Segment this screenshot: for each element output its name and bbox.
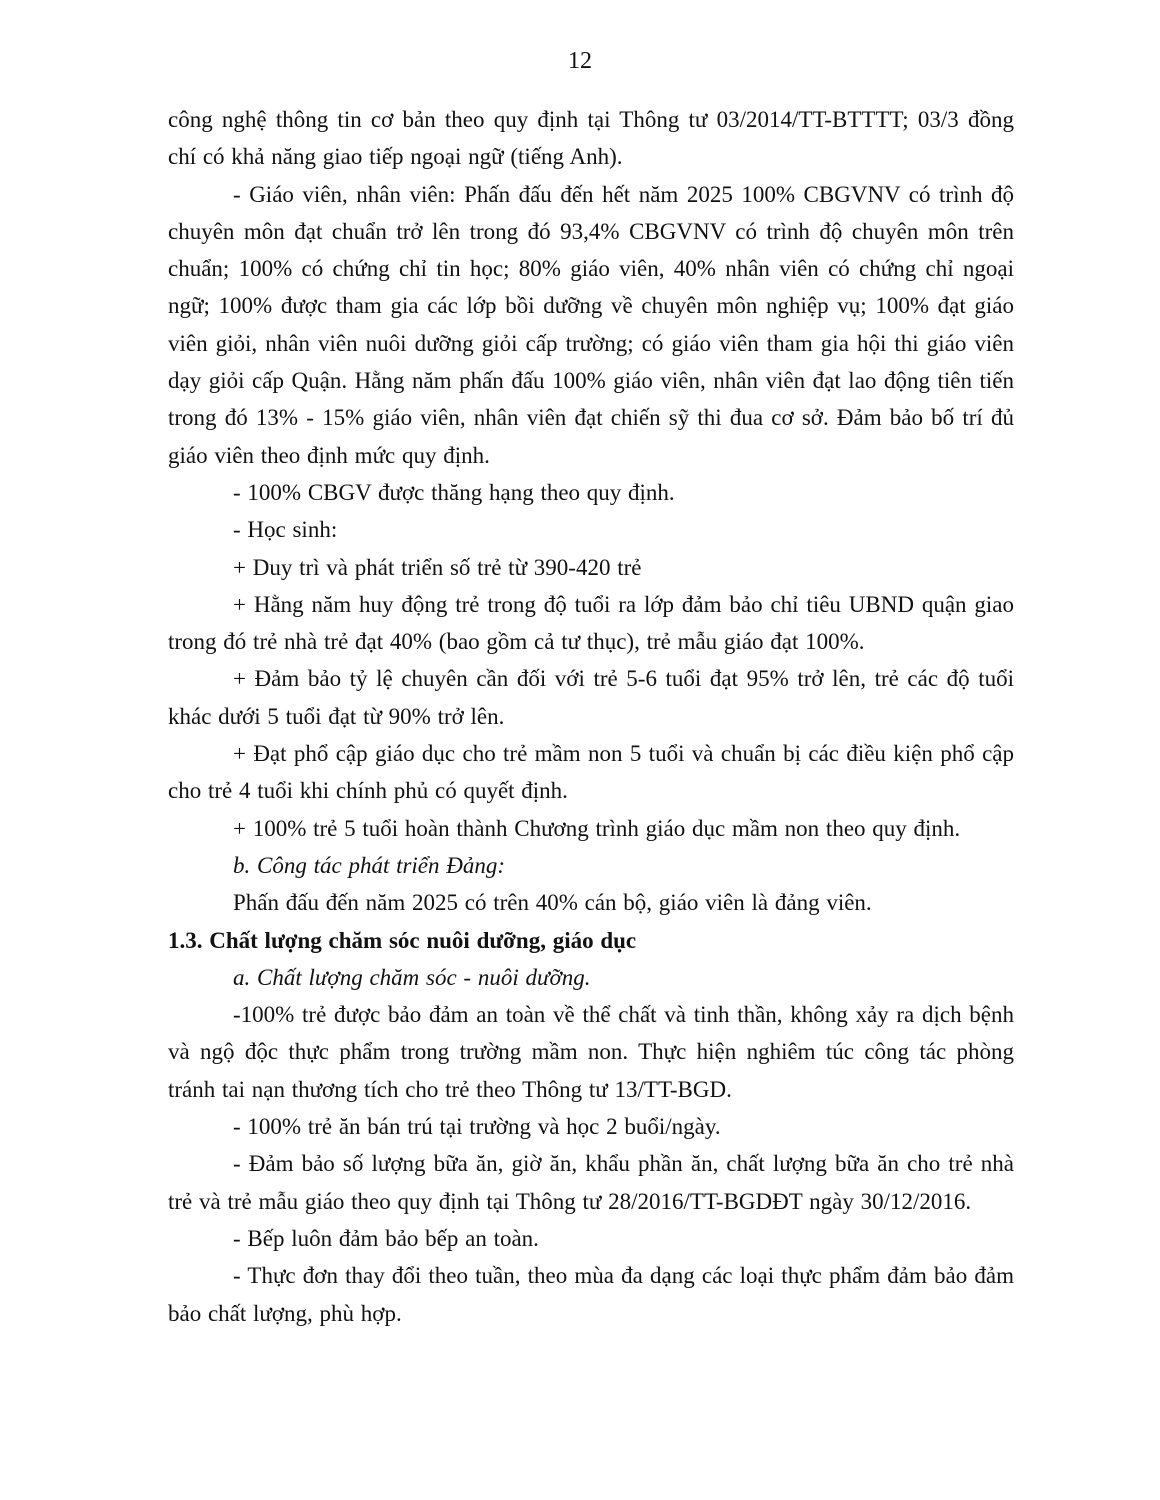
paragraph-party-target: Phấn đấu đến năm 2025 có trên 40% cán bộ, giáo viên là đảng viên.: [233, 890, 872, 916]
paragraph-meal-quality: - Đảm bảo số lượng bữa ăn, giờ ăn, khẩu phần ăn, chất lượng bữa ăn cho trẻ nhà trẻ và trẻ mẫu giáo theo quy định tại Thông tư 28/2016/TT-BGDĐT ngày 30/12/2016.: [168, 1151, 1014, 1214]
paragraph-continuation: công nghệ thông tin cơ bản theo quy định tại Thông tư 03/2014/TT-BTTTT; 03/3 đồng chí có khả năng giao tiếp ngoại ngữ (tiếng Anh).: [168, 107, 1014, 170]
paragraph-enrollment-size: + Duy trì và phát triển số trẻ từ 390-420 trẻ: [233, 554, 642, 580]
paragraph-menu-variety: - Thực đơn thay đổi theo tuần, theo mùa đa dạng các loại thực phẩm đảm bảo đảm bảo chất lượng, phù hợp.: [168, 1263, 1014, 1326]
paragraph-enrollment-rate: + Hằng năm huy động trẻ trong độ tuổi ra lớp đảm bảo chỉ tiêu UBND quận giao trong đó trẻ nhà trẻ đạt 40% (bao gồm cả tư thục), trẻ mẫu giáo đạt 100%.: [168, 591, 1014, 655]
page-number: 12: [568, 48, 592, 74]
paragraph-safety: -100% trẻ được bảo đảm an toàn về thể chất và tinh thần, không xảy ra dịch bệnh và ngộ độc thực phẩm trong trường mầm non. Thực hiện nghiêm túc công tác phòng tránh tai nạn thương tích cho trẻ theo Thông tư 13/TT-BGD.: [168, 1002, 1014, 1102]
paragraph-students-label: - Học sinh:: [233, 517, 338, 543]
document-body: [168, 101, 1014, 1332]
paragraph-kitchen-safety: - Bếp luôn đảm bảo bếp an toàn.: [233, 1225, 539, 1251]
paragraph-boarding: - 100% trẻ ăn bán trú tại trường và học 2 buổi/ngày.: [233, 1114, 721, 1140]
paragraph-program-complete: + 100% trẻ 5 tuổi hoàn thành Chương trình giáo dục mầm non theo quy định.: [233, 815, 961, 841]
paragraph-universal-edu: + Đạt phổ cập giáo dục cho trẻ mầm non 5 tuổi và chuẩn bị các điều kiện phổ cập cho trẻ 4 tuổi khi chính phủ có quyết định.: [168, 741, 1014, 804]
paragraph-attendance-rate: + Đảm bảo tỷ lệ chuyên cần đối với trẻ 5-6 tuổi đạt 95% trở lên, trẻ các độ tuổi khác dưới 5 tuổi đạt từ 90% trở lên.: [168, 666, 1014, 729]
paragraph-cbgv-promotion: - 100% CBGV được thăng hạng theo quy định.: [233, 479, 675, 505]
section-heading-1-3: 1.3. Chất lượng chăm sóc nuôi dưỡng, giáo dục: [168, 927, 637, 953]
paragraph-teachers-targets: - Giáo viên, nhân viên: Phấn đấu đến hết năm 2025 100% CBGVNV có trình độ chuyên môn đạt chuẩn trở lên trong đó 93,4% CBGVNV có trình độ chuyên môn trên chuẩn; 100% có chứng chỉ tin học; 80% giáo viên, 40% nhân viên có chứng chỉ ngoại ngữ; 100% được tham gia các lớp bồi dưỡng về chuyên môn nghiệp vụ; 100% đạt giáo viên giỏi, nhân viên nuôi dưỡng giỏi cấp trường; có giáo viên tham gia hội thi giáo viên dạy giỏi cấp Quận. Hằng năm phấn đấu 100% giáo viên, nhân viên đạt lao động tiên tiến trong đó 13% - 15% giáo viên, nhân viên đạt chiến sỹ thi đua cơ sở. Đảm bảo bố trí đủ giáo viên theo định mức quy định.: [168, 181, 1014, 468]
subheading-care-quality: a. Chất lượng chăm sóc - nuôi dưỡng.: [233, 964, 591, 990]
subheading-party-development: b. Công tác phát triển Đảng:: [233, 852, 506, 878]
